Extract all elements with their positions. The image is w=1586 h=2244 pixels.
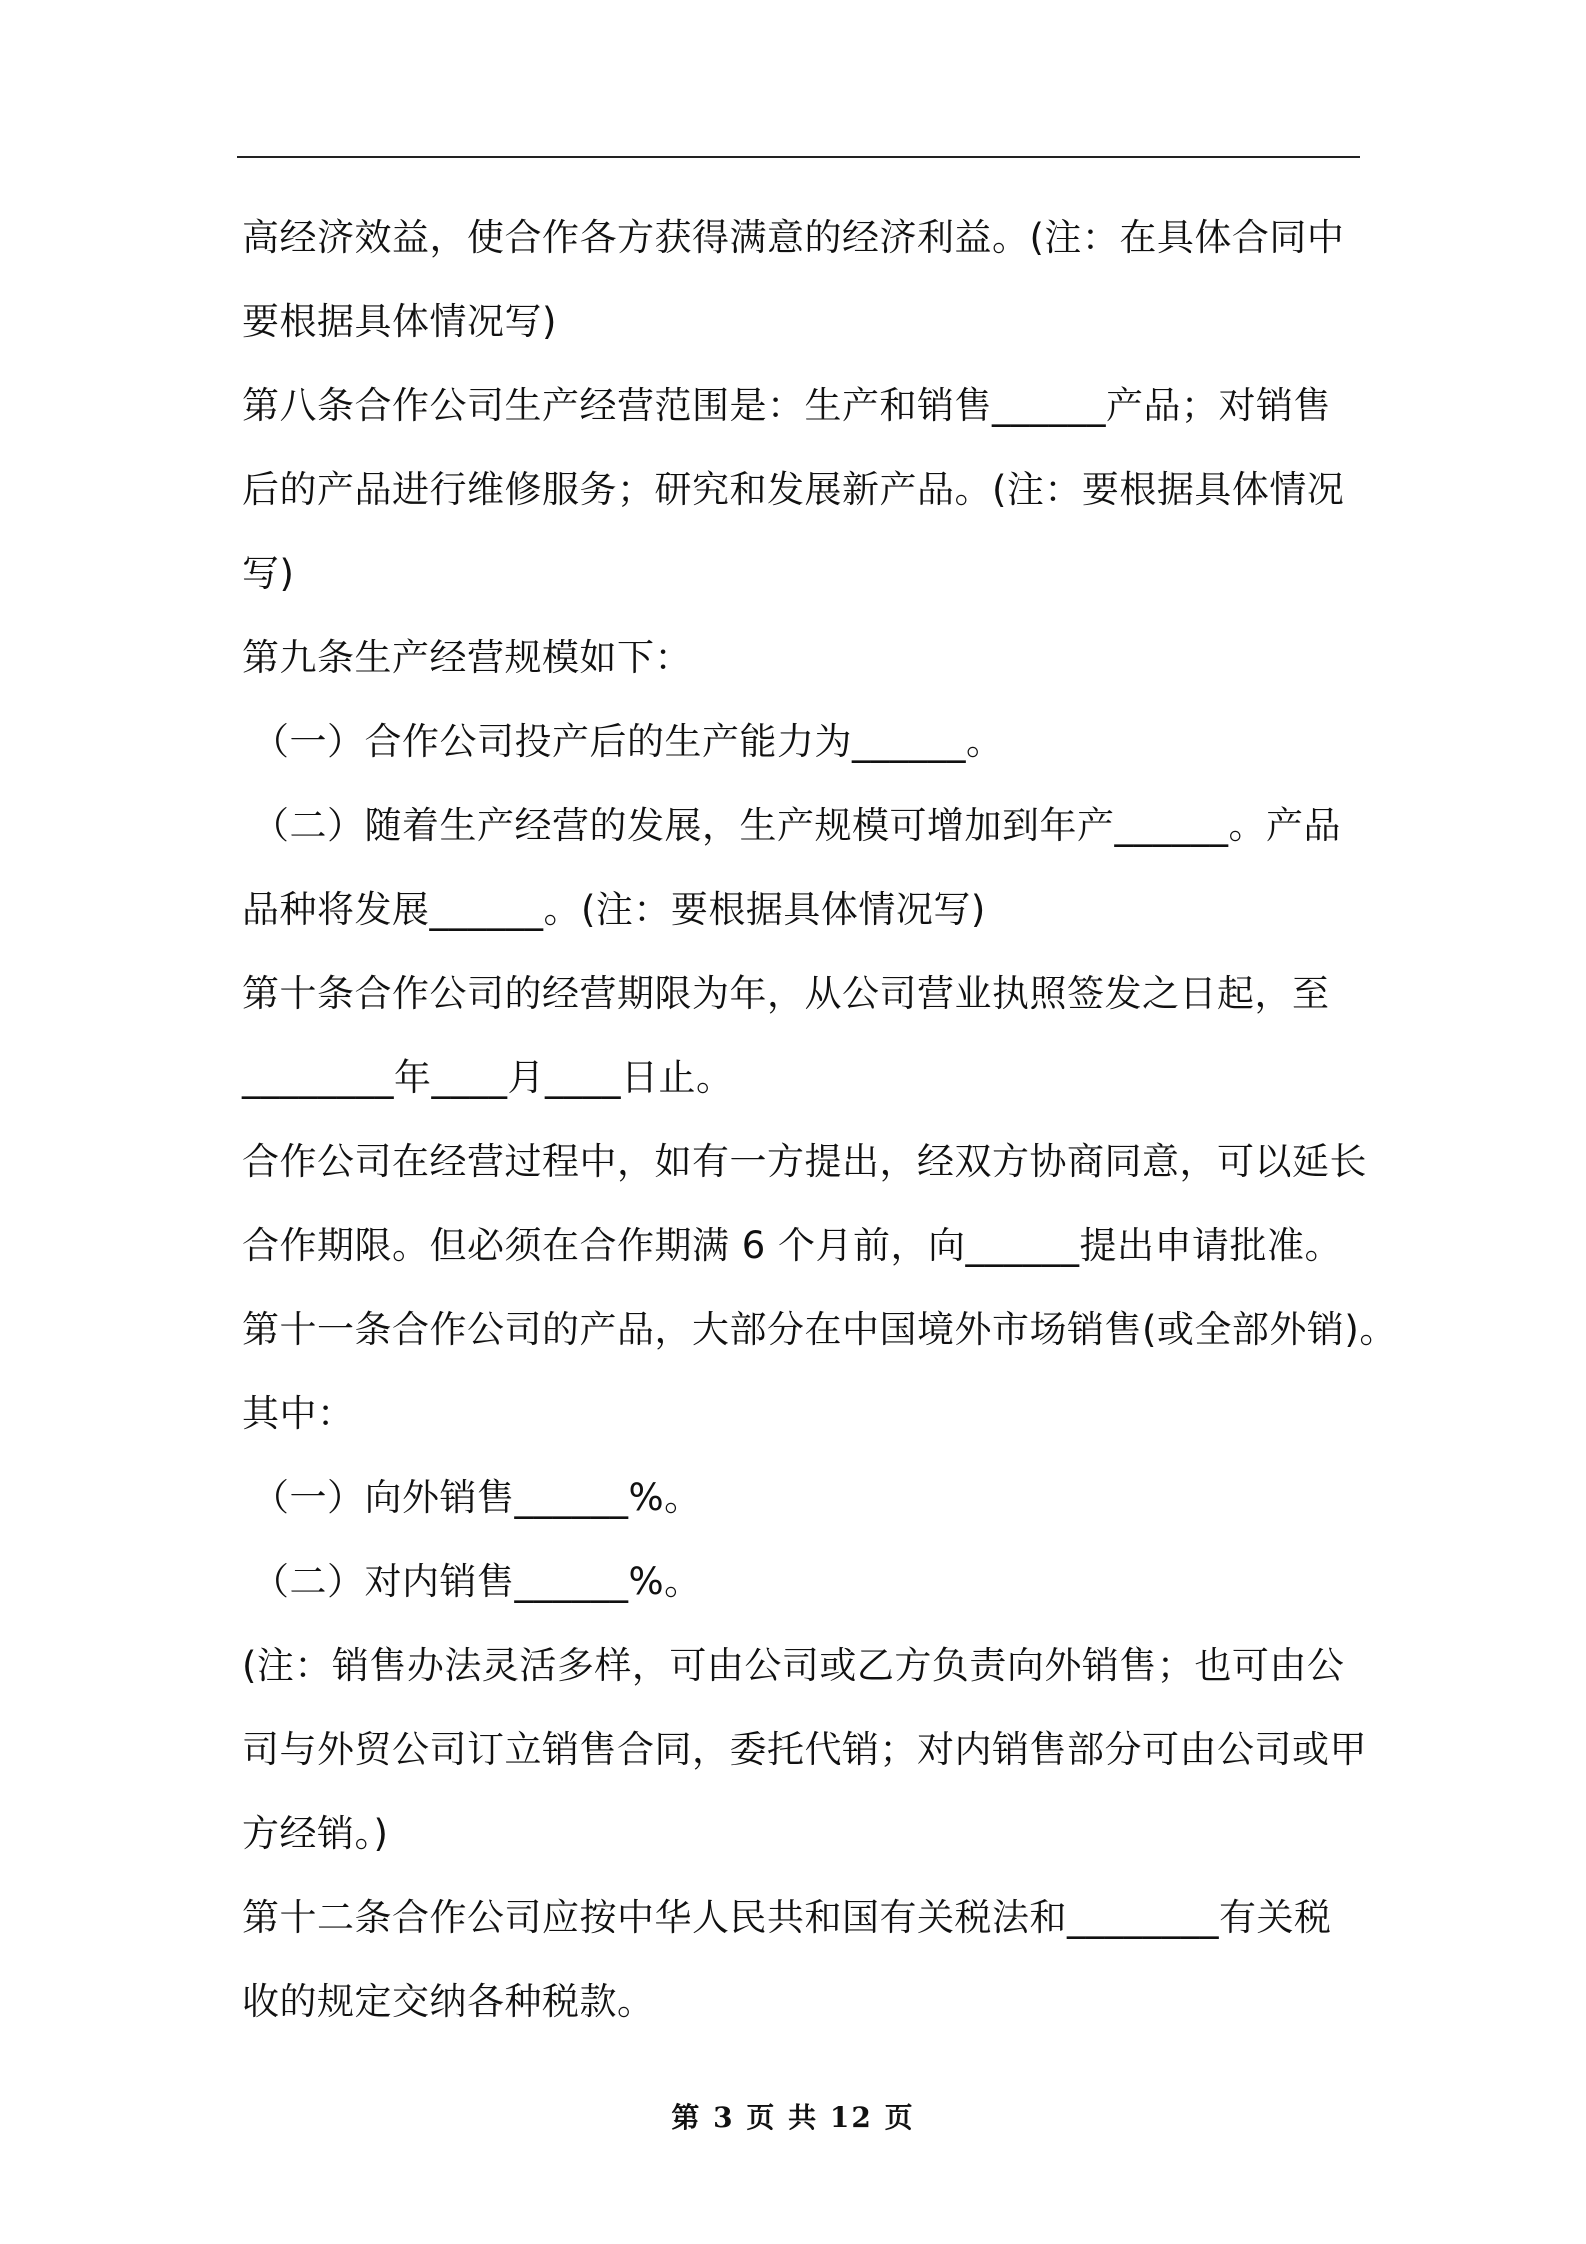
article-11-line: 第十一条合作公司的产品，大部分在中国境外市场销售(或全部外销)。 [242, 1308, 1397, 1351]
text-line: 方经销。) [242, 1812, 389, 1855]
article-8-line: 第八条合作公司生产经营范围是：生产和销售______产品；对销售 [242, 384, 1331, 427]
text-line: 合作期限。但必须在合作期满 6 个月前，向______提出申请批准。 [242, 1224, 1343, 1267]
text-line: 写) [242, 552, 295, 595]
list-item: （二）随着生产经营的发展，生产规模可增加到年产______。产品 [252, 804, 1341, 847]
list-item: （一）向外销售______%。 [252, 1476, 702, 1519]
text-line: 合作公司在经营过程中，如有一方提出，经双方协商同意，可以延长 [242, 1140, 1367, 1183]
text-line: 后的产品进行维修服务；研究和发展新产品。(注：要根据具体情况 [242, 468, 1345, 511]
list-item: （二）对内销售______%。 [252, 1560, 702, 1603]
text-line: 司与外贸公司订立销售合同，委托代销；对内销售部分可由公司或甲 [242, 1728, 1367, 1771]
header-rule [237, 156, 1360, 158]
text-line: 收的规定交纳各种税款。 [242, 1980, 655, 2023]
note-line: (注：销售办法灵活多样，可由公司或乙方负责向外销售；也可由公 [242, 1644, 1345, 1687]
text-line: 高经济效益，使合作各方获得满意的经济利益。(注：在具体合同中 [242, 216, 1345, 259]
document-body [242, 196, 1397, 2044]
text-line: 其中： [242, 1392, 355, 1435]
text-line: 品种将发展______。(注：要根据具体情况写) [242, 888, 986, 931]
article-9-line: 第九条生产经营规模如下： [242, 636, 692, 679]
page-number: 第 3 页 共 12 页 [671, 2101, 915, 2134]
list-item: （一）合作公司投产后的生产能力为______。 [252, 720, 1004, 763]
article-12-line: 第十二条合作公司应按中华人民共和国有关税法和________有关税 [242, 1896, 1332, 1939]
text-line: 要根据具体情况写) [242, 300, 557, 343]
text-line: ________年____月____日止。 [242, 1056, 734, 1099]
article-10-line: 第十条合作公司的经营期限为年，从公司营业执照签发之日起，至 [242, 972, 1330, 1015]
